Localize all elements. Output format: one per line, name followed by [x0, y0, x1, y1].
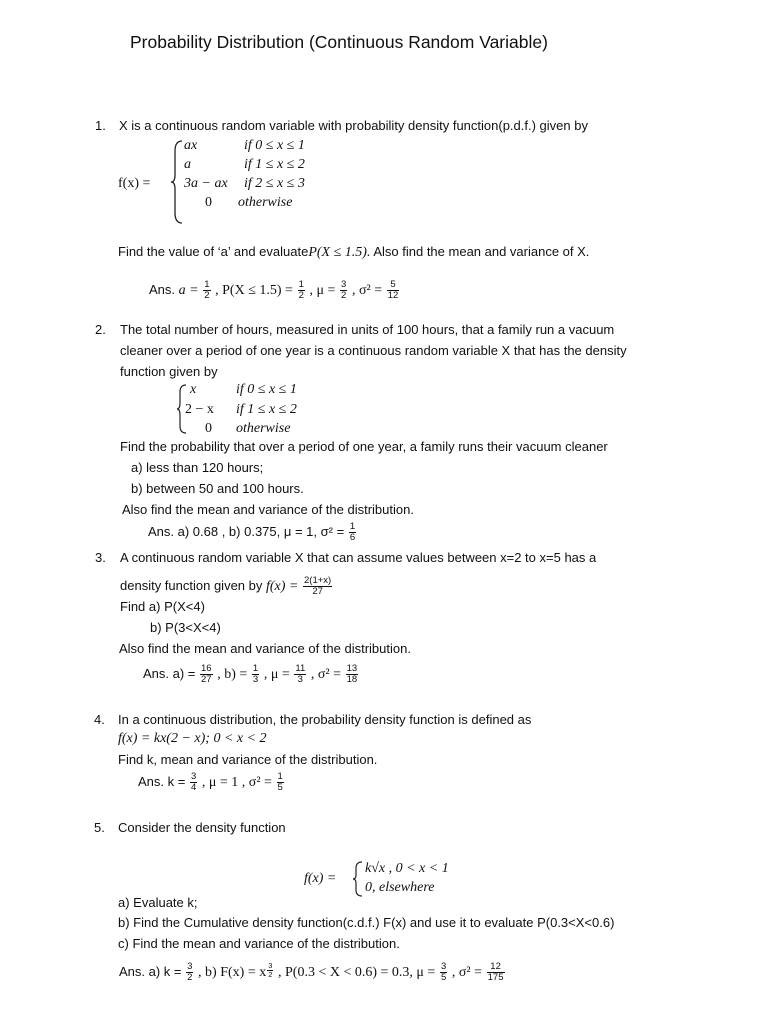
q3-frac-b-num: 1 — [252, 663, 259, 674]
q3-frac-mu — [294, 664, 306, 685]
q1-frac-a — [203, 280, 210, 301]
q5-part-b: b) Find the Cumulative density function(c.d.f.) F(x) and use it to evaluate P(0.3<X<0.6) — [118, 915, 615, 930]
q3-frac-mu-num: 11 — [295, 663, 306, 674]
q5-part-a: a) Evaluate k; — [118, 895, 198, 910]
q3-ans-mu: , μ = — [263, 666, 290, 682]
q5-frac-mu-num: 3 — [440, 961, 447, 972]
q3-frac-fx — [303, 576, 332, 597]
q3-fx: f(x) = — [266, 578, 299, 594]
q3-frac-b — [252, 664, 259, 685]
q1-find-tail: Also find the mean and variance of X. — [370, 244, 590, 259]
q2-part-b: b) between 50 and 100 hours. — [131, 481, 304, 496]
q2-case1-cond: if 0 ≤ x ≤ 1 — [236, 382, 297, 397]
q1-frac-mu-den: 2 — [341, 290, 347, 301]
q2-also: Also find the mean and variance of the distribution. — [122, 502, 414, 517]
q1-frac-a-num: 1 — [204, 279, 210, 290]
q5-ans-k: Ans. a) k = — [119, 963, 182, 979]
q5-frac-k-den: 2 — [187, 972, 193, 983]
q3-line1: A continuous random variable X that can assume values between x=2 to x=5 has a — [120, 550, 597, 565]
q3-frac-fx-den: 27 — [312, 586, 323, 597]
q4-ans-k: Ans. k = — [138, 773, 186, 789]
q2-line2: cleaner over a period of one year is a continuous random variable X that has the density — [120, 343, 627, 358]
q3-frac-mu-den: 3 — [297, 674, 303, 685]
q1-case2-cond: if 1 ≤ x ≤ 2 — [244, 157, 305, 172]
q3-number: 3. — [95, 550, 106, 565]
q1-ans-p: , P(X ≤ 1.5) = — [215, 282, 293, 298]
q5-answer — [119, 962, 506, 983]
q5-line1: Consider the density function — [118, 820, 286, 835]
q5-fx: f(x) = — [304, 871, 337, 886]
q2-line3: function given by — [120, 364, 218, 379]
q2-case2-expr: 2 − x — [185, 402, 214, 417]
q3-frac-a-num: 16 — [201, 663, 212, 674]
q2-case3-expr: 0 — [205, 421, 212, 436]
q5-number: 5. — [94, 820, 105, 835]
q3-ans-a: Ans. a) = — [143, 665, 196, 681]
q1-find-math: P(X ≤ 1.5). — [308, 245, 371, 260]
q4-line1: In a continuous distribution, the probability density function is defined as — [118, 712, 532, 727]
q1-frac-mu — [340, 280, 347, 301]
q1-case4-cond: otherwise — [238, 195, 293, 210]
q1-frac-p-num: 1 — [298, 279, 304, 290]
q4-frac-var-num: 1 — [277, 771, 283, 782]
q2-ans-text: Ans. a) 0.68 , b) 0.375, μ = 1, σ² = — [148, 523, 345, 539]
q2-part-a: a) less than 120 hours; — [131, 460, 264, 475]
q5-frac-mu-den: 5 — [440, 972, 447, 983]
q5-frac-mu — [440, 962, 447, 983]
q1-frac-p-den: 2 — [298, 290, 304, 301]
q1-case1-expr: ax — [184, 138, 198, 153]
q3-frac-a-den: 27 — [201, 674, 212, 685]
q1-frac-var-num: 5 — [387, 280, 400, 291]
q4-frac-k — [190, 772, 197, 793]
q1-number: 1. — [95, 118, 106, 133]
q5-ans-sigma: , σ² = — [451, 964, 483, 980]
q3-frac-var — [346, 664, 359, 685]
q5-case2: 0, elsewhere — [365, 880, 435, 895]
q3-line2-row — [120, 576, 333, 597]
q1-ans-label: Ans. — [149, 281, 176, 297]
q5-frac-exp-den: 2 — [268, 970, 273, 979]
q3-frac-fx-num: 2(1+x) — [304, 575, 332, 586]
q3-also: Also find the mean and variance of the distribution. — [119, 641, 411, 656]
q1-frac-mu-num: 3 — [341, 279, 347, 290]
q5-part-c: c) Find the mean and variance of the distribution. — [118, 936, 400, 951]
q4-number: 4. — [94, 712, 105, 727]
q3-ans-sigma: , σ² = — [310, 666, 341, 682]
q1-case3-cond: if 2 ≤ x ≤ 3 — [244, 176, 305, 191]
q2-answer — [148, 522, 357, 543]
q2-case1-expr: x — [190, 382, 197, 397]
q1-case2-expr: a — [184, 157, 191, 172]
q1-case1-cond: if 0 ≤ x ≤ 1 — [244, 138, 305, 153]
q5-frac-exp — [267, 962, 273, 979]
q2-number: 2. — [95, 322, 106, 337]
q2-frac-var-num: 1 — [349, 521, 356, 532]
q1-frac-var — [387, 280, 400, 301]
q1-case4-expr: 0 — [205, 195, 212, 210]
q2-find: Find the probability that over a period of one year, a family runs their vacuum cleaner — [120, 439, 608, 454]
q5-frac-k-num: 3 — [187, 961, 193, 972]
q4-frac-var — [277, 772, 284, 793]
q1-text: X is a continuous random variable with probability density function(p.d.f.) given by — [119, 118, 588, 133]
q4-frac-var-den: 5 — [277, 782, 283, 793]
q5-frac-var-num: 12 — [487, 962, 505, 973]
q1-find-line — [118, 244, 589, 261]
q1-brace-icon — [170, 139, 184, 225]
q5-ans-b: , b) F(x) = x — [198, 964, 267, 980]
q4-answer — [138, 772, 285, 793]
q4-ans-mu: , μ = 1 , σ² = — [201, 774, 272, 790]
q2-frac-var — [349, 522, 356, 543]
q2-case3-cond: otherwise — [236, 421, 291, 436]
q5-ans-p: , P(0.3 < X < 0.6) = 0.3, μ = — [278, 964, 436, 980]
q4-frac-k-num: 3 — [190, 771, 197, 782]
q5-brace-icon — [352, 860, 364, 898]
q5-frac-k — [186, 962, 193, 983]
q1-frac-p — [298, 280, 305, 301]
q5-case1: k√x , 0 < x < 1 — [365, 861, 449, 876]
q4-find: Find k, mean and variance of the distribution. — [118, 752, 378, 767]
q1-case3-expr: 3a − ax — [184, 176, 228, 191]
q5-frac-var — [487, 962, 505, 983]
page-title: Probability Distribution (Continuous Random Variable) — [130, 32, 548, 52]
q1-answer — [149, 280, 400, 301]
q1-ans-mu: , μ = — [309, 282, 336, 298]
q1-ans-a: a = — [178, 282, 199, 298]
q3-frac-var-num: 13 — [346, 663, 358, 674]
q1-ans-sigma: , σ² = — [351, 282, 383, 298]
q3-ans-b: , b) = — [217, 666, 248, 682]
q3-find-a: Find a) P(X<4) — [120, 599, 205, 614]
q5-frac-exp-num: 3 — [268, 961, 273, 970]
q4-frac-k-den: 4 — [190, 782, 197, 793]
q3-find-b: b) P(3<X<4) — [150, 620, 221, 635]
q3-answer — [143, 664, 359, 685]
q1-frac-var-den: 12 — [387, 290, 399, 301]
q1-frac-a-den: 2 — [204, 290, 210, 301]
q3-frac-a — [200, 664, 213, 685]
q1-fx: f(x) = — [118, 176, 151, 191]
q3-frac-b-den: 3 — [252, 674, 259, 685]
q2-line1: The total number of hours, measured in units of 100 hours, that a family run a vacuum — [120, 322, 615, 337]
q1-find: Find the value of ‘a’ and evaluate — [118, 244, 309, 259]
q3-line2: density function given by — [120, 577, 263, 593]
q4-fx: f(x) = kx(2 − x); 0 < x < 2 — [118, 731, 267, 746]
q2-frac-var-den: 6 — [349, 532, 356, 543]
q2-case2-cond: if 1 ≤ x ≤ 2 — [236, 402, 297, 417]
q3-frac-var-den: 18 — [346, 674, 358, 685]
q5-frac-var-den: 175 — [487, 972, 504, 983]
